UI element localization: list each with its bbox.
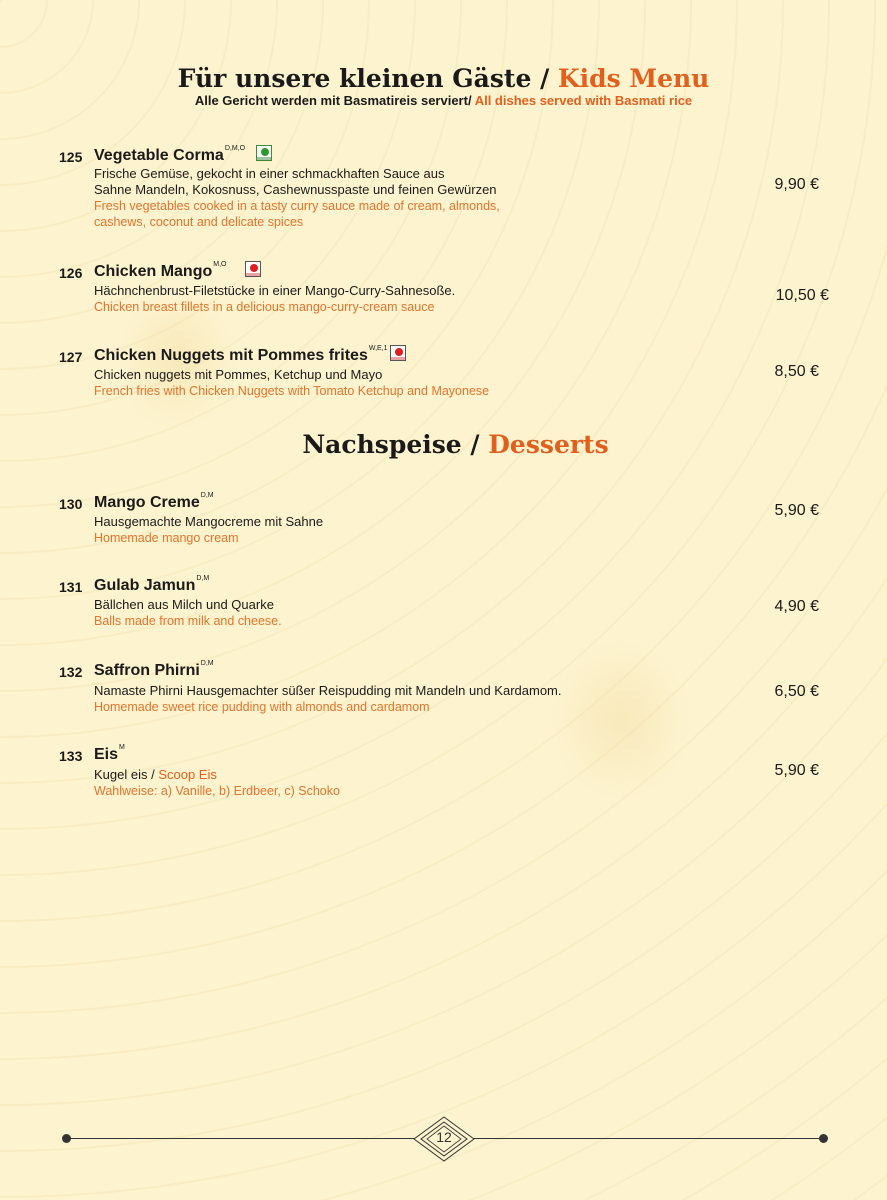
allergen-codes: D,M,O: [224, 145, 246, 152]
item-name: Vegetable Corma: [94, 147, 224, 164]
item-price: 5,90 €: [774, 762, 819, 779]
kids-subtitle-de: Alle Gericht werden mit Basmatireis serviert/: [194, 93, 475, 108]
footer-right-dot: [819, 1134, 828, 1143]
item-number: 132: [59, 664, 83, 680]
item-name: Chicken Nuggets mit Pommes frites: [94, 347, 368, 364]
item-description-de: Bällchen aus Milch und Quarke: [94, 597, 274, 612]
item-number: 131: [59, 579, 83, 595]
item-price: 6,50 €: [774, 683, 819, 700]
item-description-de-prefix: Kugel eis /: [94, 767, 159, 782]
item-price: 9,90 €: [774, 176, 819, 193]
item-description-accent: Scoop Eis: [158, 767, 217, 782]
item-name: Gulab Jamun: [94, 577, 196, 594]
item-description-en: Balls made from milk and cheese.: [94, 614, 282, 628]
item-price: 8,50 €: [774, 363, 819, 380]
desserts-title-de: Nachspeise /: [302, 430, 489, 459]
item-number: 126: [59, 265, 83, 281]
veg-icon: [256, 145, 272, 161]
item-description-en: Homemade sweet rice pudding with almonds and cardamom: [94, 700, 430, 714]
menu-item-131: [59, 577, 829, 629]
menu-item-127: [59, 347, 829, 402]
item-price: 10,50 €: [775, 287, 829, 304]
footer-rule-left: [66, 1138, 414, 1139]
menu-item-125: [59, 147, 829, 232]
item-description-en: Wahlweise: a) Vanille, b) Erdbeer, c) Schoko: [94, 784, 340, 798]
item-description-de: Hächnchenbrust-Filetstücke in einer Mango-Curry-Sahnesoße.: [94, 283, 456, 298]
allergen-codes: M: [119, 744, 125, 751]
menu-item-130: [59, 494, 829, 546]
item-description-de: Hausgemachte Mangocreme mit Sahne: [94, 514, 324, 529]
item-number: 125: [59, 149, 83, 165]
item-price: 4,90 €: [774, 598, 819, 615]
item-name: Mango Creme: [94, 494, 200, 511]
non-veg-icon: [390, 345, 406, 361]
kids-menu-title: [0, 64, 887, 93]
item-description-en: Homemade mango cream: [94, 531, 239, 545]
non-veg-icon: [245, 261, 261, 277]
item-description-en: Chicken breast fillets in a delicious mango-curry-cream sauce: [94, 300, 435, 314]
item-description-en: Fresh vegetables cooked in a tasty curry sauce made of cream, almonds,: [94, 199, 500, 213]
allergen-codes: D,M: [196, 575, 210, 582]
desserts-title-en: Desserts: [488, 430, 609, 459]
desserts-title: [12, 430, 887, 459]
item-description-de: Frische Gemüse, gekocht in einer schmackhaften Sauce aus: [94, 166, 445, 181]
item-description-de: Sahne Mandeln, Kokosnuss, Cashewnusspaste und feinen Gewürzen: [94, 182, 497, 197]
footer-rule-right: [474, 1138, 824, 1139]
item-number: 133: [59, 748, 83, 764]
item-description-de: [94, 767, 614, 783]
item-name: Chicken Mango: [94, 263, 213, 280]
menu-item-132: [59, 662, 829, 714]
page-number-ornament: [412, 1115, 476, 1163]
menu-item-133: [59, 746, 829, 798]
item-number: 127: [59, 349, 83, 365]
item-name: Saffron Phirni: [94, 662, 200, 679]
allergen-codes: W,E,1: [368, 345, 388, 352]
item-description-en: cashews, coconut and delicate spices: [94, 215, 304, 229]
kids-title-en: Kids Menu: [557, 64, 710, 93]
kids-subtitle-en: All dishes served with Basmati rice: [474, 93, 693, 108]
page-number: 12: [436, 1129, 452, 1145]
item-price: 5,90 €: [774, 502, 819, 519]
menu-item-126: [59, 263, 829, 318]
kids-title-de: Für unsere kleinen Gäste /: [177, 64, 558, 93]
item-name: Eis: [94, 746, 119, 763]
kids-menu-subtitle: [0, 93, 887, 108]
item-description-en: French fries with Chicken Nuggets with Tomato Ketchup and Mayonese: [94, 384, 490, 398]
item-number: 130: [59, 496, 83, 512]
allergen-codes: M,O: [213, 261, 227, 268]
allergen-codes: D,M: [200, 660, 214, 667]
allergen-codes: D,M: [200, 492, 214, 499]
item-description-de: Namaste Phirni Hausgemachter süßer Reispudding mit Mandeln und Kardamom.: [94, 683, 562, 698]
item-description-de: Chicken nuggets mit Pommes, Ketchup und Mayo: [94, 367, 383, 382]
